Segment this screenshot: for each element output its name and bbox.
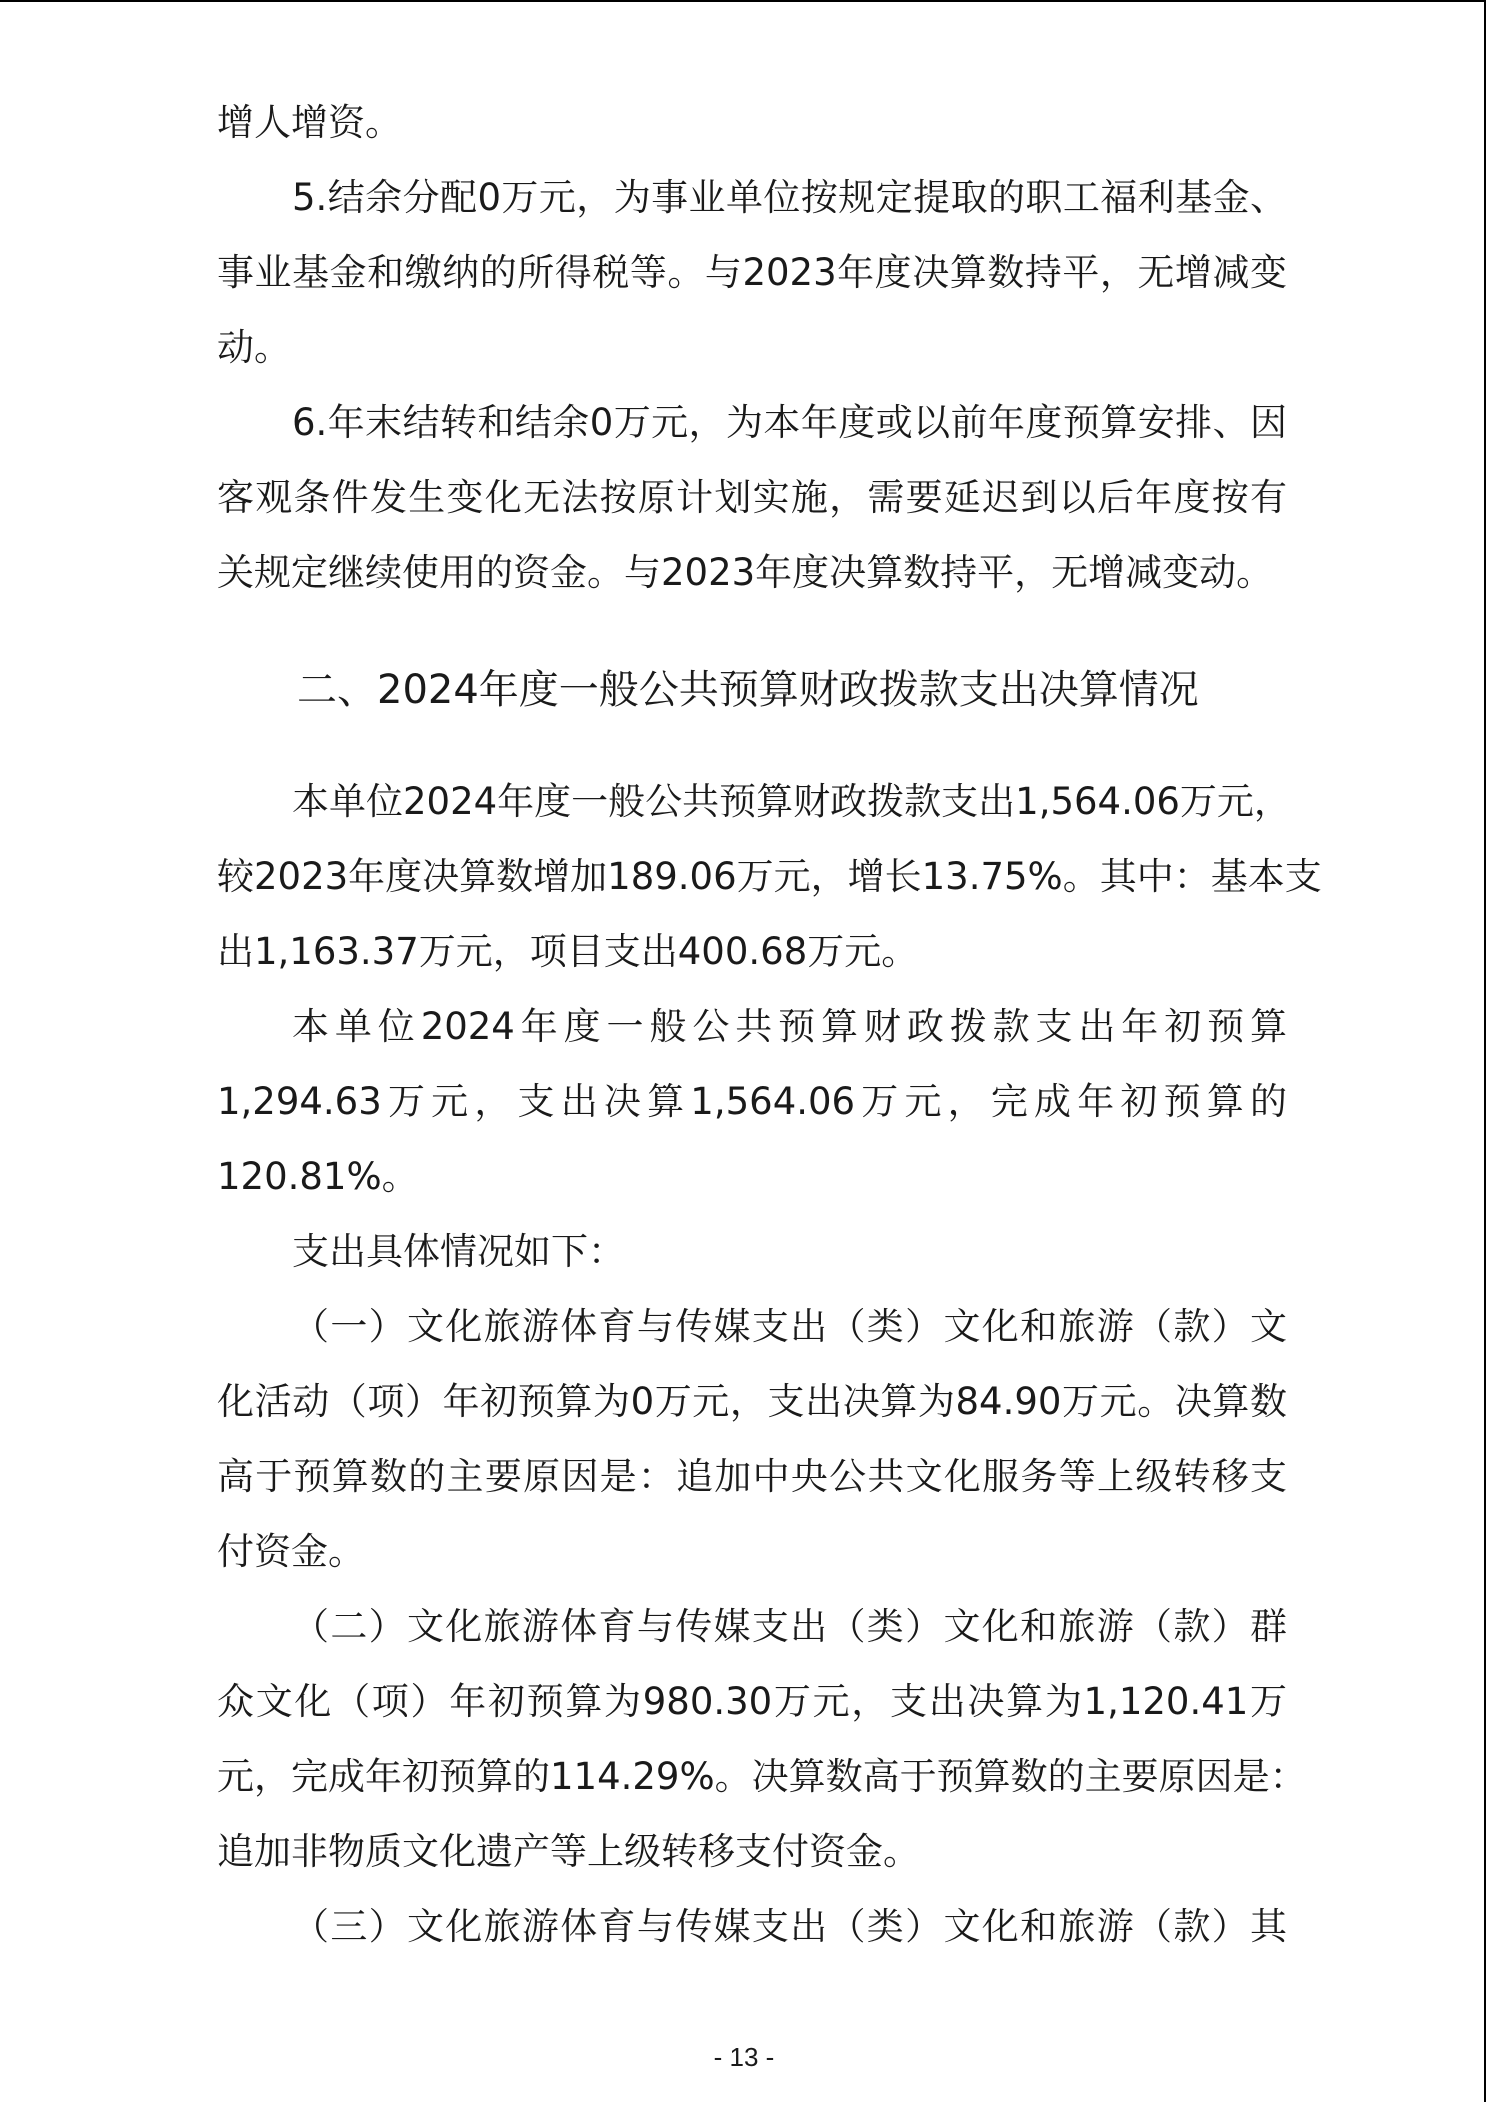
- page-number: - 13 -: [713, 2042, 775, 2072]
- paragraph-line: 追加非物质文化遗产等上级转移支付资金。: [217, 1830, 920, 1873]
- paragraph-line: （一）文化旅游体育与传媒支出（类）文化和旅游（款）文: [292, 1305, 1287, 1348]
- paragraph-line: 动。: [217, 326, 291, 369]
- paragraph-line: 1,294.63万元，支出决算1,564.06万元，完成年初预算的: [217, 1080, 1287, 1123]
- paragraph-line: 出1,163.37万元，项目支出400.68万元。: [217, 930, 919, 973]
- paragraph-line: 6.年末结转和结余0万元，为本年度或以前年度预算安排、因: [292, 401, 1287, 444]
- paragraph-line: （二）文化旅游体育与传媒支出（类）文化和旅游（款）群: [292, 1605, 1287, 1648]
- paragraph-line: （三）文化旅游体育与传媒支出（类）文化和旅游（款）其: [292, 1905, 1287, 1948]
- paragraph-line: 付资金。: [217, 1530, 365, 1573]
- paragraph-line: 化活动（项）年初预算为0万元，支出决算为84.90万元。决算数: [217, 1380, 1287, 1423]
- paragraph-line: 高于预算数的主要原因是：追加中央公共文化服务等上级转移支: [217, 1455, 1287, 1498]
- paragraph-line: 支出具体情况如下：: [292, 1230, 625, 1273]
- paragraph-line: 事业基金和缴纳的所得税等。与2023年度决算数持平，无增减变: [217, 251, 1287, 294]
- paragraph-line: 5.结余分配0万元，为事业单位按规定提取的职工福利基金、: [292, 176, 1287, 219]
- paragraph-line: 众文化（项）年初预算为980.30万元，支出决算为1,120.41万: [217, 1680, 1287, 1723]
- paragraph-line: 120.81%。: [217, 1155, 419, 1198]
- paragraph-line: 元，完成年初预算的114.29%。决算数高于预算数的主要原因是：: [217, 1755, 1307, 1798]
- paragraph-line: 关规定继续使用的资金。与2023年度决算数持平，无增减变动。: [217, 551, 1274, 594]
- paragraph-line: 较2023年度决算数增加189.06万元，增长13.75%。其中：基本支: [217, 855, 1322, 898]
- paragraph-line: 本单位2024年度一般公共预算财政拨款支出1,564.06万元，: [292, 780, 1291, 823]
- section-heading: 二、2024年度一般公共预算财政拨款支出决算情况: [297, 667, 1199, 713]
- paragraph-line: 增人增资。: [217, 101, 402, 144]
- paragraph-line: 客观条件发生变化无法按原计划实施，需要延迟到以后年度按有: [217, 476, 1287, 519]
- paragraph-line: 本单位2024年度一般公共预算财政拨款支出年初预算: [292, 1005, 1287, 1048]
